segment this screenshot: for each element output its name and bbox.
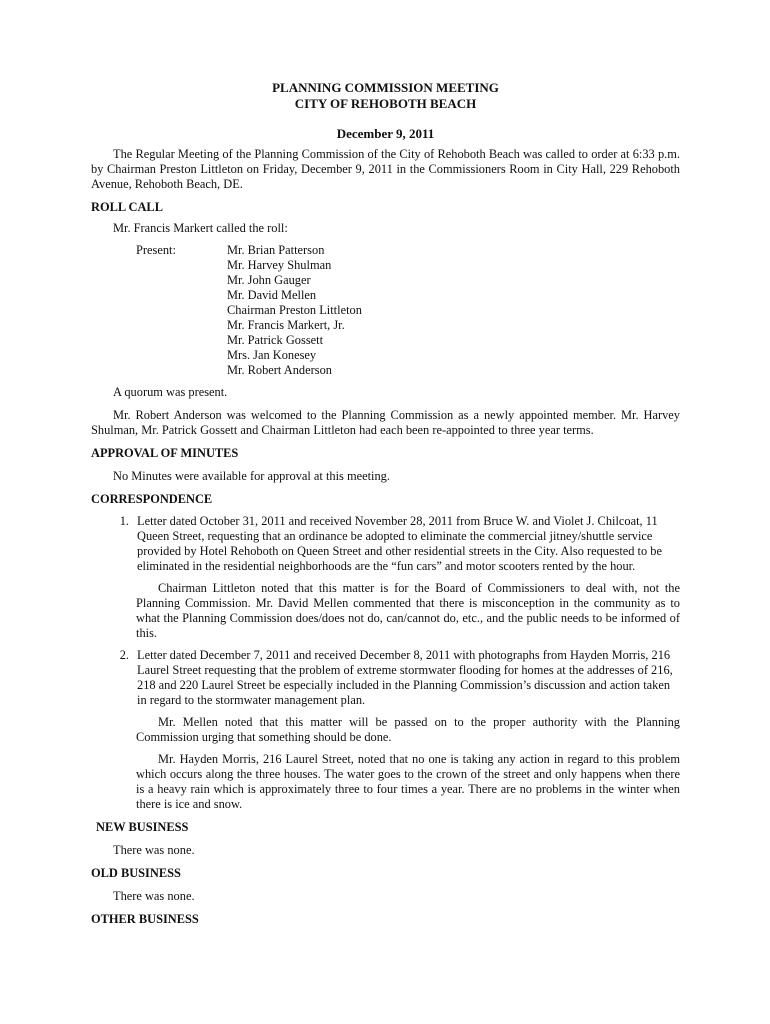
member-list [227, 243, 362, 378]
correspondence-item [91, 648, 680, 708]
present-block [136, 243, 680, 378]
member-name: Mr. John Gauger [227, 273, 311, 287]
welcome-paragraph: Mr. Robert Anderson was welcomed to the Planning Commission as a newly appointed member. Mr. Harvey Shulman, Mr. Patrick Gossett and Chairman Littleton had each been re-appointed to three year terms. [91, 408, 680, 437]
intro-paragraph: The Regular Meeting of the Planning Commission of the City of Rehoboth Beach was called to order at 6:33 p.m. by Chairman Preston Littleton on Friday, December 9, 2011 in the Commissioners Room in City Hall, 229 Rehoboth Avenue, Rehoboth Beach, DE. [91, 147, 680, 191]
old-business-text: There was none. [113, 889, 195, 903]
member-name: Chairman Preston Littleton [227, 303, 362, 317]
member-name: Mr. Harvey Shulman [227, 258, 332, 272]
correspondence-heading: CORRESPONDENCE [91, 492, 213, 506]
minutes-heading: APPROVAL OF MINUTES [91, 446, 239, 460]
roll-call-heading: ROLL CALL [91, 200, 163, 214]
member-name: Mrs. Jan Konesey [227, 348, 317, 362]
item-text: Letter dated December 7, 2011 and received December 8, 2011 with photographs from Hayden Morris, 216 Laurel Street requesting that the problem of extreme stormwater flooding for homes at the addresses of 216, 218 and 220 Laurel Street be especially included in the Planning Commission’s discussion and action taken in regard to the stormwater management plan. [137, 648, 673, 707]
present-label: Present: [136, 243, 176, 257]
member-name: Mr. David Mellen [227, 288, 317, 302]
member-name: Mr. Patrick Gossett [227, 333, 324, 347]
item-note: Mr. Hayden Morris, 216 Laurel Street, noted that no one is taking any action in regard to this problem which occurs along the three houses. The water goes to the crown of the street and only happens when there is a heavy rain which is approximately three to four times a year. There are no problems in the winter when there is ice and snow. [136, 752, 680, 811]
quorum-statement: A quorum was present. [113, 385, 228, 399]
member-name: Mr. Brian Patterson [227, 243, 325, 257]
correspondence-item [91, 514, 680, 574]
item-number: 1. [119, 514, 129, 528]
document-title-line1: PLANNING COMMISSION MEETING [272, 80, 499, 95]
other-business-heading: OTHER BUSINESS [91, 912, 199, 926]
document-title-line2: CITY OF REHOBOTH BEACH [294, 96, 477, 111]
item-note: Mr. Mellen noted that this matter will be passed on to the proper authority with the Planning Commission urging that something should be done. [136, 715, 680, 744]
member-name: Mr. Robert Anderson [227, 363, 332, 377]
meeting-date: December 9, 2011 [336, 126, 435, 141]
new-business-text: There was none. [113, 843, 195, 857]
document-page [91, 80, 680, 927]
item-number: 2. [119, 648, 129, 662]
minutes-text: No Minutes were available for approval at this meeting. [113, 469, 390, 483]
item-note: Chairman Littleton noted that this matter is for the Board of Commissioners to deal with, not the Planning Commission. Mr. David Mellen commented that there is misconception in the community as to what the Planning Commission does/does not do, can/cannot do, etc., and the public needs to be informed of this. [136, 581, 680, 640]
item-text: Letter dated October 31, 2011 and received November 28, 2011 from Bruce W. and Violet J. Chilcoat, 11 Queen Street, requesting that an ordinance be adopted to eliminate the commercial jitney/shuttle service provided by Hotel Rehoboth on Queen Street and other residential streets in the City. Also requested to be eliminated in the residential neighborhoods are the “fun cars” and motor scooters rented by the hour. [137, 514, 662, 573]
old-business-heading: OLD BUSINESS [91, 866, 181, 880]
member-name: Mr. Francis Markert, Jr. [227, 318, 345, 332]
new-business-heading: NEW BUSINESS [96, 820, 189, 834]
roll-call-intro: Mr. Francis Markert called the roll: [113, 221, 288, 235]
